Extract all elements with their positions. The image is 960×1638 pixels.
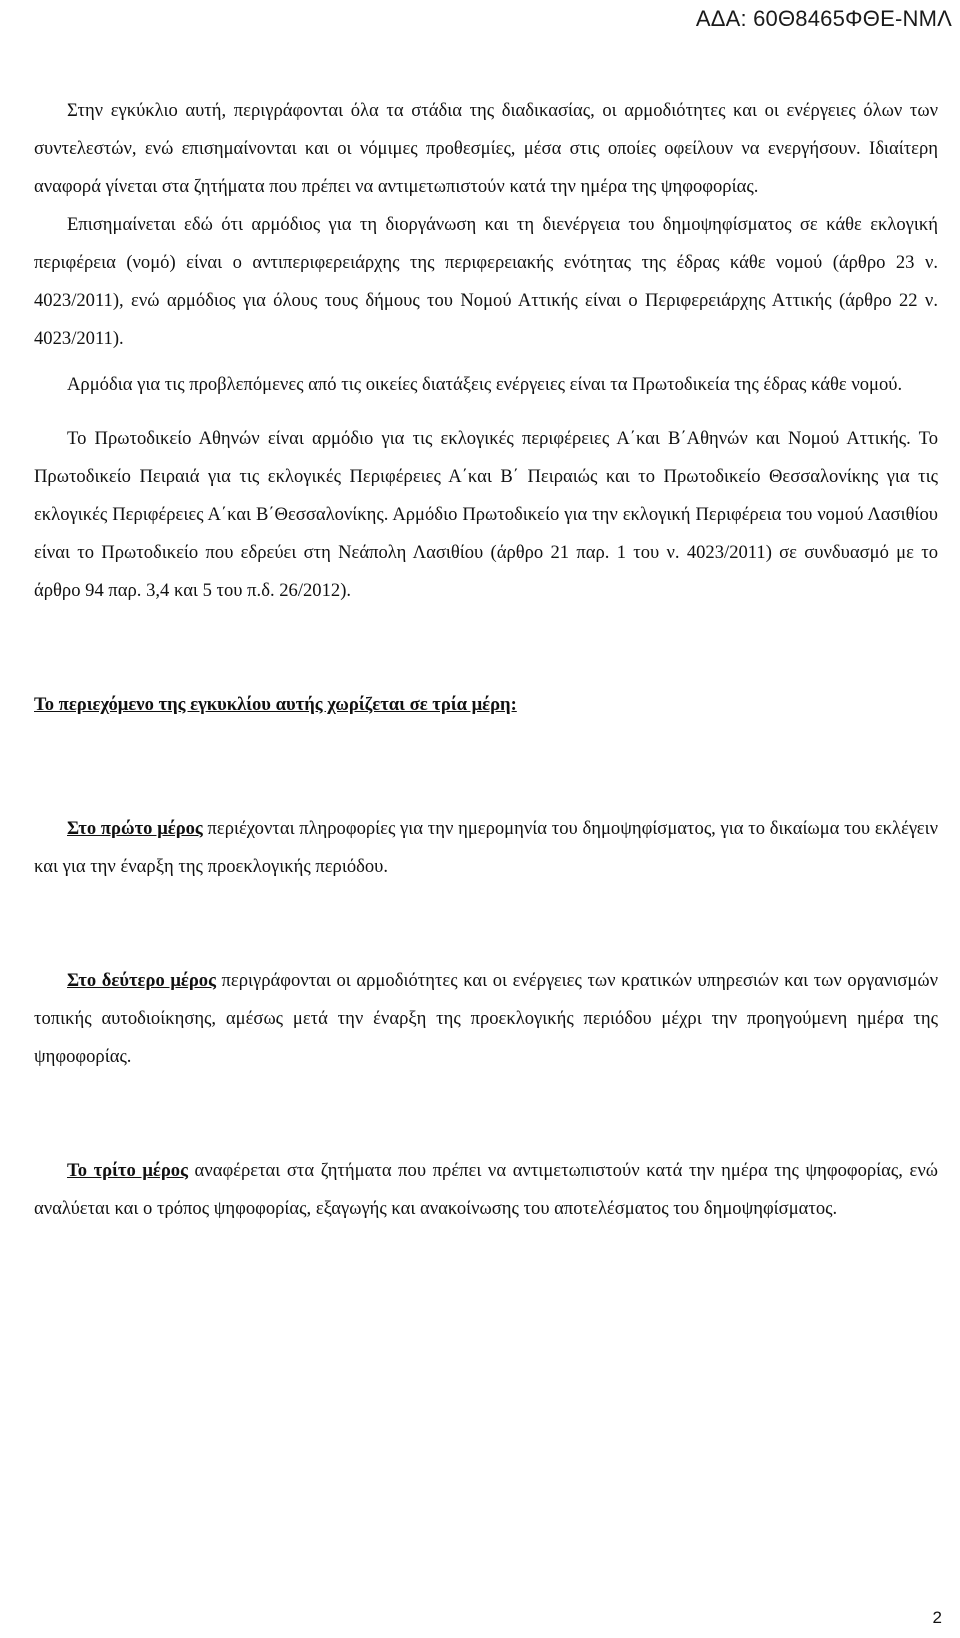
intro-paragraph: Στην εγκύκλιο αυτή, περιγράφονται όλα τα στάδια της διαδικασίας, οι αρμοδιότητες και οι ενέργειες όλων των συντελεστών, ενώ επισημαίνονται και οι νόμιμες προθεσμίες, μέσα στις οποίες οφείλουν να ενεργήσουν. Ιδιαίτερη αναφορά γίνεται στα ζητήματα που πρέπει να αντιμετωπιστούν κατά την ημέρα της ψηφοφορίας. [34, 100, 938, 197]
part-two-label: Στο δεύτερο μέρος [67, 970, 216, 991]
ada-code: ΑΔΑ: 60Θ8465ΦΘΕ-ΝΜΛ [695, 6, 952, 31]
courts-paragraph: Αρμόδια για τις προβλεπόμενες από τις οικείες διατάξεις ενέργειες είναι τα Πρωτοδικεία της έδρας κάθε νομού. [67, 374, 903, 395]
part-one-text: περιέχονται πληροφορίες για την ημερομηνία του δημοψηφίσματος, για το δικαίωμα του εκλέγειν και για την έναρξη της προεκλογικής περιόδου. [34, 818, 938, 877]
part-two-text: περιγράφονται οι αρμοδιότητες και οι ενέργειες των κρατικών υπηρεσιών και των οργανισμών τοπικής αυτοδιοίκησης, αμέσως μετά την έναρξη της προεκλογικής περιόδου μέχρι την προηγούμενη ημέρα της ψηφοφορίας. [34, 970, 939, 1067]
content-heading-text: Το περιεχόμενο της εγκυκλίου αυτής χωρίζεται σε τρία μέρη: [34, 694, 517, 715]
court-jurisdiction-paragraph: Το Πρωτοδικείο Αθηνών είναι αρμόδιο για τις εκλογικές περιφέρειες Α΄και Β΄Αθηνών και Νομού Αττικής. Το Πρωτοδικείο Πειραιά για τις εκλογικές Περιφέρειες Α΄και Β΄ Πειραιώς και το Πρωτοδικείο Θεσσαλονίκης για τις εκλογικές Περιφέρειες Α΄και Β΄Θεσσαλονίκης. Αρμόδιο Πρωτοδικείο για την εκλογική Περιφέρεια του νομού Λασιθίου είναι το Πρωτοδικείο που εδρεύει στη Νεάπολη Λασιθίου (άρθρο 21 παρ. 1 του ν. 4023/2011) σε συνδυασμό με το άρθρο 94 παρ. 3,4 και 5 του π.δ. 26/2012). [34, 428, 938, 601]
part-one-paragraph [34, 810, 938, 886]
part-three-paragraph [34, 1152, 938, 1228]
content-heading [34, 686, 938, 724]
part-three-label: Το τρίτο μέρος [67, 1160, 188, 1181]
responsibility-paragraph: Επισημαίνεται εδώ ότι αρμόδιος για τη διοργάνωση και τη διενέργεια του δημοψηφίσματος σε κάθε εκλογική περιφέρεια (νομό) είναι ο αντιπεριφερειάρχης της περιφερειακής ενότητας της έδρας κάθε νομού (άρθρο 23 ν. 4023/2011), ενώ αρμόδιος για όλους τους δήμους του Νομού Αττικής είναι ο Περιφερειάρχης Αττικής (άρθρο 22 ν. 4023/2011). [34, 214, 938, 349]
part-two-paragraph [34, 962, 938, 1076]
document-body [34, 92, 938, 1228]
part-one-label: Στο πρώτο μέρος [67, 818, 203, 839]
part-three-text: αναφέρεται στα ζητήματα που πρέπει να αντιμετωπιστούν κατά την ημέρα της ψηφοφορίας, ενώ αναλύεται και ο τρόπος ψηφοφορίας, εξαγωγής και ανακοίνωσης του αποτελέσματος του δημοψηφίσματος. [34, 1160, 938, 1219]
page-number: 2 [932, 1608, 942, 1627]
